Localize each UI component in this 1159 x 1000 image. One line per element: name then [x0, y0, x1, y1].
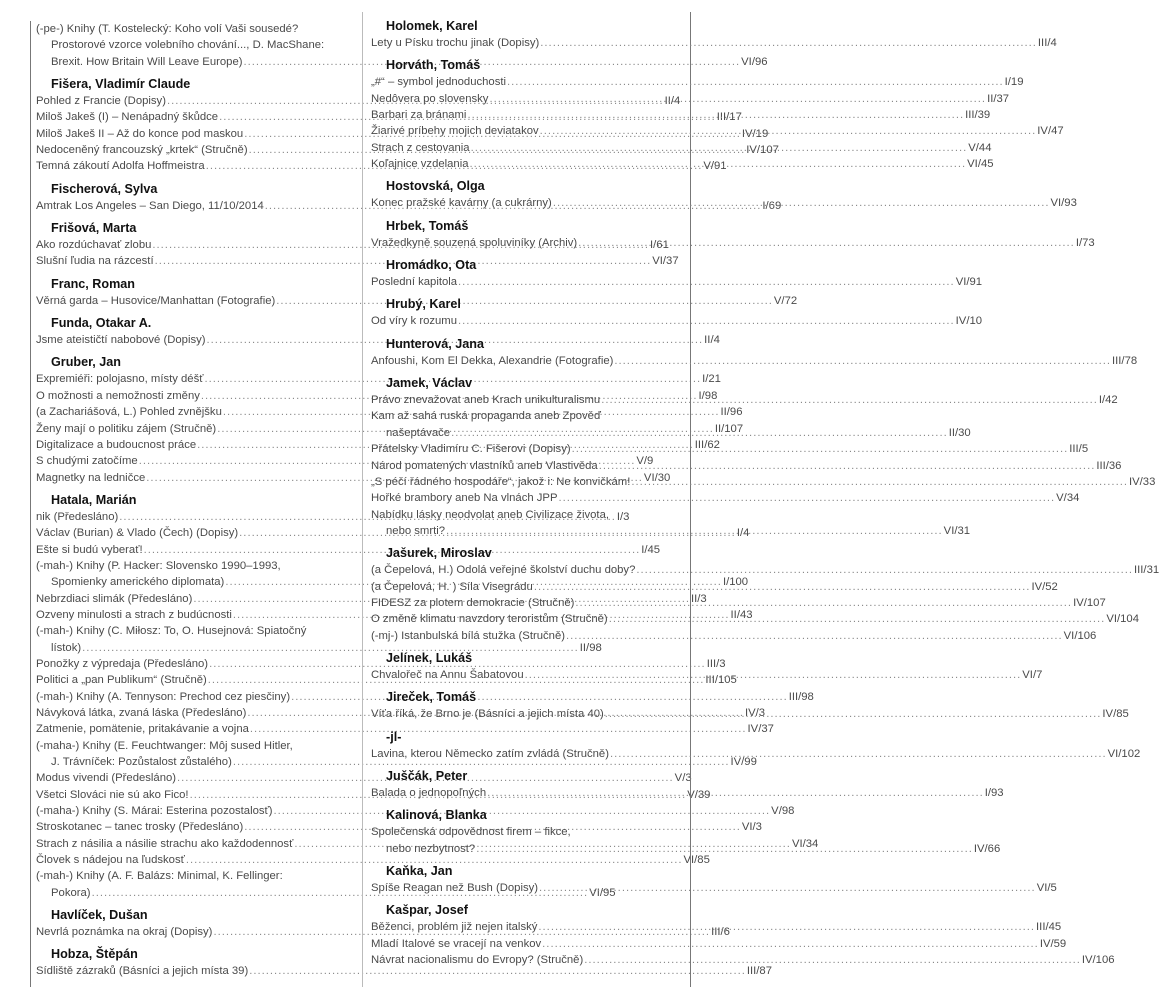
page-reference: VI/5 — [1036, 882, 1057, 894]
entry-title: Konec pražské kavárny (a cukrárny) — [371, 197, 552, 210]
author-heading: Hobza, Štěpán — [51, 947, 138, 962]
page-reference: III/98 — [788, 690, 814, 703]
entry-title: Amtrak Los Angeles – San Diego, 11/10/2014 — [36, 199, 264, 212]
entry-title: O změně klimatu navzdory teroristům (Stručně) — [371, 613, 608, 626]
index-entry — [371, 952, 1115, 968]
author-heading: Funda, Otakar A. — [51, 316, 152, 331]
entry-line — [371, 628, 1097, 644]
entry-line — [371, 408, 681, 424]
index-entry — [371, 235, 1095, 251]
entry-title: Poslední kapitola — [371, 276, 458, 289]
entry-title: Miloš Jakeš II – Až do konce pod maskou — [36, 127, 244, 140]
entry-title: Nebrzdiaci slimák (Předesláno) — [36, 592, 193, 605]
author-heading: Juščák, Peter — [386, 768, 468, 783]
entry-title: Společenská odpovědnost firem – fikce, — [371, 826, 571, 839]
dot-leader — [446, 523, 943, 539]
page-reference: V/9 — [636, 455, 654, 468]
entry-title: Ženy mají o politiku zájem (Stručně) — [36, 422, 217, 435]
entry-title: Digitalizace a budoucnost práce — [36, 438, 197, 451]
dot-leader — [540, 35, 1037, 51]
index-entry — [371, 474, 1156, 490]
entry-title: Stroskotanec – tanec trosky (Předesláno) — [36, 821, 244, 834]
author-heading: Hrbek, Tomáš — [386, 218, 469, 233]
entry-line — [36, 623, 353, 639]
page-reference: I/3 — [616, 510, 630, 523]
page-reference: III/78 — [1112, 354, 1138, 367]
entry-title: Miloš Jakeš (I) – Nenápadný škůdce — [36, 111, 219, 124]
dot-leader — [539, 880, 1036, 896]
index-entry — [371, 936, 1067, 952]
entry-title: Ponožky z výpredaja (Předesláno) — [36, 657, 209, 670]
entry-line — [36, 37, 353, 53]
page-reference: VI/91 — [955, 276, 983, 289]
page-reference: IV/33 — [1128, 475, 1156, 488]
page-reference: IV/37 — [747, 723, 774, 736]
author-heading: Horváth, Tomáš — [386, 58, 481, 73]
entry-title: (a Čepelová, H. ) Síla Visegrádu — [371, 580, 533, 593]
page-reference: III/31 — [1134, 564, 1159, 577]
page-reference: II/96 — [720, 406, 743, 419]
page-reference: II/4 — [704, 334, 720, 347]
page-reference: II/43 — [730, 608, 753, 621]
entry-title: Nedôvera po slovensky — [371, 92, 489, 105]
entry-title: Ozveny minulosti a strach z budúcnosti — [36, 608, 232, 621]
entry-title: Václav (Burian) & Vlado (Čech) (Dopisy) — [36, 527, 239, 540]
page-reference: III/5 — [1069, 443, 1089, 456]
entry-title: (-mj-) Istanbulská bílá stužka (Stručně) — [371, 629, 565, 642]
index-entry — [371, 746, 1141, 762]
dot-leader — [476, 841, 973, 857]
entry-title: Od víry k rozumu — [371, 315, 458, 328]
page-reference: II/98 — [579, 641, 602, 654]
page-reference: III/36 — [1096, 459, 1122, 472]
entry-line — [371, 474, 1156, 490]
page-reference: V/3 — [674, 772, 692, 785]
entry-title: Víťa říká, že Brno je (Básníci a jejich místa 40) — [371, 708, 604, 721]
dot-leader — [572, 441, 1069, 457]
page-reference: VI/30 — [643, 471, 671, 484]
index-entry — [371, 458, 1122, 474]
dot-leader — [599, 458, 1096, 474]
dot-leader — [451, 425, 948, 441]
entry-title: Přátelsky Vladimíru C. Fišerovi (Dopisy) — [371, 443, 571, 456]
entry-title: nebo nezbytnost? — [386, 842, 476, 855]
entry-title: Strach z násilia a násilie strachu ako každodennosť — [36, 837, 294, 850]
dot-leader — [534, 579, 1031, 595]
dot-leader — [636, 562, 1133, 578]
author-heading: Havlíček, Dušan — [51, 908, 148, 923]
entry-title: (-mah-) Knihy (P. Hacker: Slovensko 1990–1993, — [36, 559, 281, 572]
entry-title: Spomienky amerického diplomata) — [51, 576, 225, 589]
dot-leader — [559, 490, 1056, 506]
entry-title: „#“ – symbol jednoduchosti — [371, 76, 507, 89]
page-reference: VI/7 — [1022, 668, 1043, 681]
entry-title: nebo smrti? — [386, 524, 446, 537]
entry-line — [371, 74, 1024, 90]
page-reference: I/93 — [984, 786, 1004, 799]
entry-line — [371, 746, 1141, 762]
page-reference: I/45 — [641, 543, 661, 556]
index-entry — [371, 880, 1057, 896]
entry-title: (-maha-) Knihy (S. Márai: Esterina pozostalosť) — [36, 805, 273, 818]
entry-title: Věrná garda – Husovice/Manhattan (Fotografie) — [36, 294, 276, 307]
dot-leader — [487, 785, 984, 801]
entry-title: Návyková látka, zvaná láska (Předesláno) — [36, 707, 247, 719]
index-entry — [371, 274, 983, 290]
dot-leader — [605, 706, 1102, 722]
entry-title: Nevrlá poznámka na okraj (Dopisy) — [36, 926, 213, 939]
dot-leader — [470, 156, 967, 172]
dot-leader — [578, 235, 1075, 251]
entry-title: Zatmenie, pomätenie, pritakávanie a vojna — [36, 723, 249, 736]
page-reference: III/4 — [1037, 37, 1057, 49]
author-heading: Jelínek, Lukáš — [386, 650, 473, 665]
entry-line — [371, 235, 1095, 251]
index-entry — [36, 963, 772, 979]
entry-title: Slušní ľudia na rázcestí — [36, 255, 154, 268]
page-reference: VI/3 — [741, 821, 762, 834]
author-heading: Fischerová, Sylva — [51, 181, 158, 196]
entry-title: „S péčí řádného hospodáře“, jakož i: Ne konvičkám! — [371, 475, 631, 488]
author-section — [371, 218, 1095, 251]
dot-leader — [566, 628, 1063, 644]
entry-title: O možnosti a nemožnosti změny — [36, 389, 200, 402]
entry-title: Prostorové vzorce volebního chování..., D. MacShane: — [51, 39, 325, 52]
entry-title: Nabídku lásky neodvolat aneb Civilizace života, — [371, 508, 609, 521]
page-reference: V/44 — [968, 141, 992, 154]
author-section — [371, 863, 1057, 896]
entry-title: našeptávače — [386, 426, 451, 439]
entry-line — [36, 640, 602, 656]
page-reference: I/73 — [1075, 236, 1095, 249]
entry-title: Právo znevažovat aneb Krach unikulturalismu — [371, 394, 601, 407]
page-reference: V/98 — [771, 805, 795, 818]
dot-leader — [458, 313, 955, 329]
page-reference: II/30 — [948, 426, 971, 439]
entry-title: Chvalořeč na Annu Šabatovou — [371, 668, 524, 681]
dot-leader — [614, 353, 1111, 369]
entry-title: Koľajnice vzdelania — [371, 158, 469, 171]
page-reference: I/21 — [702, 373, 721, 386]
entry-title: (-pe-) Knihy (T. Kostelecký: Koho volí Vaši sousedé? — [36, 23, 299, 35]
page-reference: IV/107 — [1073, 596, 1106, 609]
dot-leader — [542, 936, 1039, 952]
page-reference: VI/45 — [967, 158, 994, 171]
entry-title: Národ pomatených vlastníků aneb Vlastivěda — [371, 459, 598, 472]
entry-title: (-mah-) Knihy (A. Tennyson: Prechod cez piesčiny) — [36, 690, 291, 703]
entry-title: Expremiéři: polojasno, místy déšť — [36, 373, 204, 386]
entry-title: Pohled z Francie (Dopisy) — [36, 95, 166, 108]
entry-title: Ako rozdúchavať zlobu — [36, 239, 152, 252]
index-entry — [36, 852, 710, 868]
entry-title: Magnetky na ledničce — [36, 471, 146, 484]
entry-title: Temná zákoutí Adolfa Hoffmeistra — [36, 160, 205, 173]
entry-title: (-maha-) Knihy (E. Feuchtwanger: Môj sused Hitler, — [36, 739, 293, 752]
page-reference: V/34 — [1056, 492, 1080, 505]
entry-title: lístok) — [51, 641, 82, 654]
entry-title: Vražedkyně souzená spoluviníky (Archiv) — [371, 236, 578, 249]
page-reference: IV/52 — [1031, 580, 1058, 593]
page-reference: VI/37 — [652, 255, 679, 268]
entry-line — [371, 562, 1159, 578]
entry-title: Anfoushi, Kom El Dekka, Alexandrie (Fotografie) — [371, 354, 614, 367]
entry-title: Hořké brambory aneb Na vlnách JPP — [371, 492, 558, 505]
entry-title: Balada o jednopoľných — [371, 786, 487, 799]
page-reference: III/87 — [746, 965, 772, 978]
entry-title: Politici a „pan Publikum“ (Stručně) — [36, 674, 207, 687]
entry-line — [371, 274, 983, 290]
index-entry — [371, 35, 1057, 51]
entry-line — [36, 963, 772, 979]
entry-title: Všetci Slováci nie sú ako Fico! — [36, 788, 189, 801]
entry-line — [371, 507, 681, 523]
author-section — [371, 18, 1057, 51]
entry-line — [371, 353, 1138, 369]
author-heading: Jamek, Václav — [386, 376, 473, 391]
entry-title: Modus vivendi (Předesláno) — [36, 772, 177, 785]
dot-leader — [471, 140, 968, 156]
author-heading: -jl- — [386, 729, 402, 744]
page-reference: V/91 — [703, 160, 727, 173]
index-entry — [371, 74, 1024, 90]
entry-title: FIDESZ za plotem demokracie (Stručně) — [371, 596, 575, 609]
dot-leader — [610, 746, 1107, 762]
page-reference: III/62 — [694, 438, 720, 451]
entry-title: Pokora) — [51, 886, 91, 899]
entry-title: Žiarivé príbehy mojich deviatakov — [371, 125, 539, 138]
page-reference: I/69 — [762, 199, 782, 212]
author-heading: Fišera, Vladimír Claude — [51, 77, 191, 92]
page-reference: I/61 — [650, 239, 669, 252]
dot-leader — [540, 123, 1037, 139]
entry-title: Spíše Reagan než Bush (Dopisy) — [371, 882, 539, 894]
entry-title: nik (Předesláno) — [36, 510, 119, 523]
entry-title: (a Zachariášová, L.) Pohled zvnějšku — [36, 406, 222, 419]
index-entry — [371, 91, 1010, 107]
page-reference: I/98 — [698, 389, 718, 402]
entry-line — [36, 852, 710, 868]
author-heading: Franc, Roman — [51, 276, 135, 291]
entry-title: Běženci, problém již nejen italský — [371, 921, 538, 934]
page-reference: VI/34 — [791, 837, 819, 850]
index-entry — [371, 353, 1138, 369]
index-entry — [371, 628, 1097, 644]
page-reference: IV/99 — [730, 756, 757, 769]
page-reference: IV/47 — [1037, 125, 1064, 138]
entry-title: Lavina, kterou Německo zatím zvládá (Stručně) — [371, 747, 609, 760]
entry-title: J. Trávníček: Pozůstalost zůstalého) — [51, 756, 232, 769]
entry-line — [371, 936, 1067, 952]
index-entry — [371, 313, 983, 329]
dot-leader — [609, 611, 1106, 627]
entry-line — [371, 458, 1122, 474]
entry-title: (-mah-) Knihy (C. Miłosz: To, O. Husejnová: Spiatočný — [36, 625, 307, 638]
page-reference: IV/19 — [741, 127, 769, 140]
author-heading: Hostovská, Olga — [386, 179, 485, 194]
author-section — [371, 257, 983, 290]
page-reference: VI/85 — [683, 854, 710, 867]
page-reference: I/100 — [722, 576, 749, 589]
index-entry — [371, 562, 1159, 578]
author-heading: Kaňka, Jan — [386, 864, 453, 878]
dot-leader — [601, 392, 1098, 408]
page-reference: III/39 — [965, 109, 991, 122]
entry-line — [371, 35, 1057, 51]
page-reference: IV/85 — [1102, 708, 1129, 721]
page-reference: IV/106 — [1081, 954, 1115, 967]
dot-leader — [575, 595, 1072, 611]
page-reference: IV/3 — [745, 707, 766, 719]
page-reference: III/45 — [1036, 921, 1062, 934]
dot-leader — [538, 919, 1035, 935]
entry-title: Návrat nacionalismu do Evropy? (Stručně) — [371, 954, 584, 967]
author-heading: Hrubý, Karel — [386, 297, 461, 312]
page-reference: VI/102 — [1107, 747, 1141, 760]
page-reference: III/105 — [705, 674, 737, 687]
page-reference: I/4 — [736, 527, 750, 540]
page-reference: IV/66 — [973, 842, 1001, 855]
page-reference: V/72 — [773, 294, 798, 307]
entry-line — [36, 558, 353, 574]
entry-title: Sídliště zázraků (Básníci a jejich místa 39) — [36, 965, 249, 978]
page-reference: III/6 — [711, 926, 730, 939]
page-reference: II/4 — [664, 95, 681, 108]
author-heading: Hunterová, Jana — [386, 336, 484, 351]
page-reference: VI/106 — [1063, 629, 1097, 642]
page-reference: III/3 — [706, 657, 726, 670]
entry-line — [371, 952, 1115, 968]
dot-leader — [467, 107, 964, 123]
entry-title: Lety u Písku trochu jinak (Dopisy) — [371, 37, 540, 49]
page-reference: V/39 — [687, 788, 711, 801]
page-reference: IV/59 — [1039, 937, 1067, 950]
entry-title: Ešte si budú vyberať! — [36, 543, 143, 556]
entry-title: Brexit. How Britain Will Leave Europe) — [51, 55, 243, 68]
page-reference: I/19 — [1004, 76, 1024, 89]
page-reference: VI/31 — [943, 524, 971, 537]
entry-title: Človek s nádejou na ľudskosť — [36, 854, 185, 867]
author-heading: Frišová, Marta — [51, 221, 137, 236]
entry-line — [36, 868, 353, 884]
entry-line — [371, 824, 681, 840]
entry-line — [371, 313, 983, 329]
entry-title: (a Čepelová, H.) Odolá veřejné školství duchu doby? — [371, 564, 636, 577]
author-heading: Hromádko, Ota — [386, 258, 477, 273]
dot-leader — [584, 952, 1081, 968]
page-reference: IV/107 — [746, 144, 779, 157]
page-reference: VI/96 — [741, 55, 768, 68]
dot-leader — [525, 667, 1022, 683]
author-heading: Gruber, Jan — [51, 355, 121, 370]
entry-title: Barbari za bránami — [371, 109, 467, 122]
entry-title: Kam až sahá ruská propaganda aneb Zpověď — [371, 410, 601, 423]
dot-leader — [631, 474, 1128, 490]
page-reference: I/42 — [1098, 394, 1118, 407]
author-heading: Holomek, Karel — [386, 19, 478, 33]
index-entry — [371, 490, 1080, 506]
dot-leader — [458, 274, 955, 290]
page-reference: II/37 — [987, 92, 1010, 105]
author-heading: Jašurek, Miroslav — [386, 546, 492, 561]
entry-title: Jsme ateističtí nabobové (Dopisy) — [36, 334, 206, 347]
entry-line — [371, 880, 1057, 896]
entry-title: S chudými zatočíme — [36, 455, 138, 468]
entry-line — [371, 91, 1010, 107]
page-reference: VI/95 — [589, 886, 616, 899]
entry-title: Nedoceněný francouzský „krtek“ (Stručně) — [36, 144, 248, 157]
page-reference: VI/104 — [1106, 613, 1139, 626]
page-reference: III/17 — [716, 111, 742, 124]
entry-line — [36, 738, 353, 754]
entry-line — [371, 490, 1080, 506]
page-reference: VI/93 — [1050, 197, 1077, 210]
author-heading: Kalinová, Blanka — [386, 808, 487, 823]
page-reference: IV/10 — [955, 315, 983, 328]
page-reference: II/107 — [714, 422, 744, 435]
entry-line — [36, 21, 353, 37]
dot-leader — [507, 74, 1004, 90]
author-heading: Kašpar, Josef — [386, 903, 468, 918]
entry-title: (-mah-) Knihy (A. F. Balázs: Minimal, K. Fellinger: — [36, 870, 283, 883]
entry-title: Mladí Italové se vracejí na venkov — [371, 937, 542, 950]
dot-leader — [489, 91, 986, 107]
entry-line — [36, 754, 757, 770]
entry-title: Strach z cestovania — [371, 141, 470, 154]
author-heading: Hatala, Marián — [51, 492, 137, 507]
dot-leader — [553, 195, 1050, 211]
author-heading: Jireček, Tomáš — [386, 690, 477, 705]
page-reference: II/3 — [690, 592, 707, 605]
